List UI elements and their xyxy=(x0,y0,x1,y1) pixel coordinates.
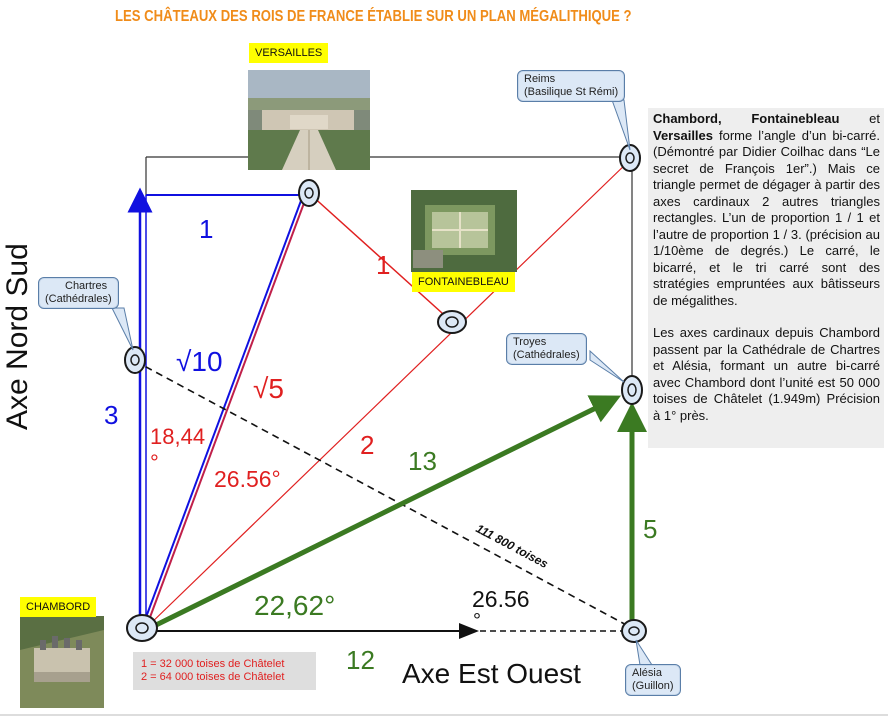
panel-bold-versailles: Versailles xyxy=(653,127,713,143)
versailles-photo xyxy=(248,70,370,170)
unit-legend xyxy=(133,652,316,690)
reims-callout-pointer xyxy=(612,100,630,150)
explanation-panel xyxy=(648,108,884,448)
alesia-callout-pointer xyxy=(636,640,652,665)
legend-line-1: 1 = 32 000 toises de Châtelet xyxy=(141,658,285,670)
reims-name: Reims xyxy=(524,73,556,85)
angle-26b-label: 26.56 xyxy=(472,586,530,612)
panel-text-1: forme l’angle d’un bi-carré. (Démontré par Didier Coilhac dans “Le secret de François 1er”.) Mais ce triangle permet de dégager à partir des axes cardinaux 2 autres triangles rectangles. L’un de proportion 1 / 1 et l’autre de proportion 1 / 3. (précision au 1/10ème de degrés.) Le carré, le bicarré, et le tri carré sont des stratégies empruntées aux bâtisseurs de mégalithes. xyxy=(653,127,880,308)
alesia-name: Alésia xyxy=(632,667,662,679)
fontainebleau-photo xyxy=(411,190,517,272)
green-bottom-measure: 12 xyxy=(346,645,375,675)
blue-diag-measure: √10 xyxy=(176,346,223,377)
panel-and: et xyxy=(869,111,880,126)
blue-left-measure: 3 xyxy=(104,400,119,430)
node-fontainebleau xyxy=(438,311,466,333)
red-long-line xyxy=(146,160,630,628)
panel-paragraph-1 xyxy=(653,111,880,309)
reims-desc: (Basilique St Rémi) xyxy=(524,86,619,98)
angle-18-label: 18,44 xyxy=(150,424,206,449)
chartres-callout-pointer xyxy=(112,308,133,350)
chartres-desc: (Cathédrales) xyxy=(45,293,112,305)
panel-bold-chambord: Chambord, xyxy=(653,111,722,126)
troyes-name: Troyes xyxy=(513,336,547,348)
panel-bold-fontainebleau: Fontainebleau xyxy=(751,111,840,126)
angle-26b-degree: ° xyxy=(473,610,481,632)
node-versailles xyxy=(299,180,319,206)
fontainebleau-label: FONTAINEBLEAU xyxy=(412,272,515,292)
panel-paragraph-2: Les axes cardinaux depuis Chambord passent par la Cathédrale de Chartres et Alésia, formant un autre bi-carré avec Chambord dont l’unité est 50 000 toises de Châtelet (1.949m) Précision à 1° près. xyxy=(653,325,880,423)
axis-north-south-label: Axe Nord Sud xyxy=(1,243,34,430)
reims-callout xyxy=(517,70,625,102)
page-title: LES CHÂTEAUX DES ROIS DE FRANCE ÉTABLIE SUR UN PLAN MÉGALITHIQUE ? xyxy=(115,8,632,25)
chartres-name: Chartres xyxy=(65,280,108,292)
green-right-measure: 5 xyxy=(643,514,658,544)
troyes-desc: (Cathédrales) xyxy=(513,349,580,361)
green-hypotenuse xyxy=(150,400,612,628)
chambord-label: CHAMBORD xyxy=(20,597,96,617)
legend-line-2: 2 = 64 000 toises de Châtelet xyxy=(141,671,285,683)
node-troyes xyxy=(622,376,642,404)
versailles-label: VERSAILLES xyxy=(249,43,328,63)
red-long-measure: 2 xyxy=(360,430,375,460)
angle-22-label: 22,62° xyxy=(254,590,336,621)
red-diag-measure: √5 xyxy=(253,373,284,404)
green-hyp-measure: 13 xyxy=(408,446,437,476)
red-small-measure: 1 xyxy=(376,250,391,280)
troyes-callout-pointer xyxy=(590,351,624,382)
alesia-desc: (Guillon) xyxy=(632,680,674,692)
angle-26-label: 26.56° xyxy=(214,466,281,492)
dashed-line xyxy=(135,361,632,628)
axis-east-west-label: Axe Est Ouest xyxy=(402,658,581,689)
angle-18-degree: ° xyxy=(150,450,159,475)
node-chambord xyxy=(127,615,157,641)
alesia-callout xyxy=(625,664,681,696)
troyes-callout xyxy=(506,333,587,365)
node-chartres xyxy=(125,347,145,373)
chartres-callout xyxy=(38,277,119,309)
toises-label: 111 800 toises xyxy=(473,521,551,572)
node-alesia xyxy=(622,620,646,642)
chambord-photo xyxy=(20,616,104,708)
blue-top-measure: 1 xyxy=(199,214,214,244)
